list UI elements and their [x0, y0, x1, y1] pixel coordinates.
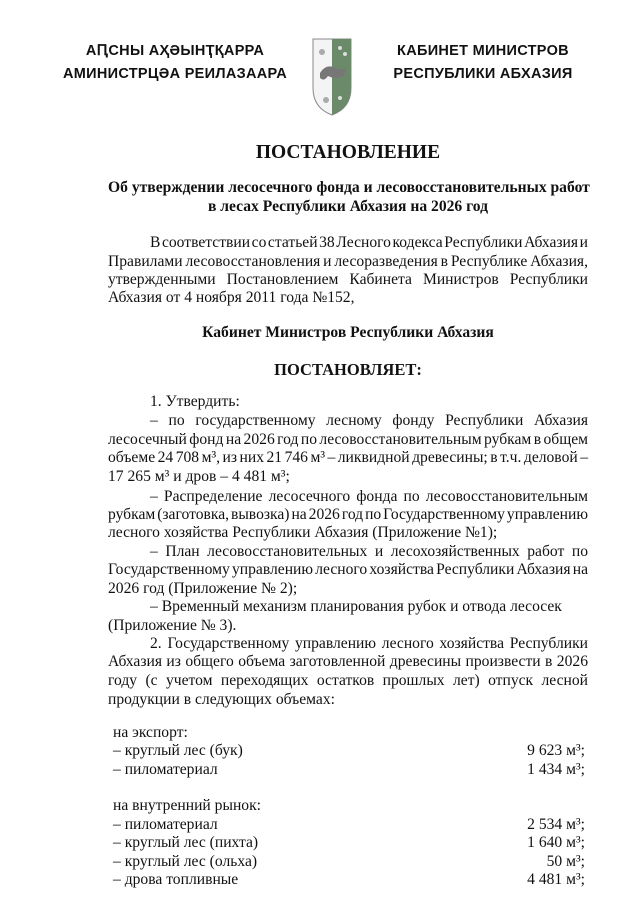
export-item	[113, 742, 585, 760]
preamble-line: Абхазия от 4 ноября 2011 года №152,	[108, 289, 355, 306]
item-name: – дрова топливные	[113, 871, 239, 888]
body-line: лесного хозяйства Республики Абхазия (Приложение №1);	[108, 524, 498, 541]
title-line: в лесах Республики Абхазия на 2026 год	[207, 198, 489, 215]
body-line: – Распределение лесосечного фонда по лесовосстановительным	[150, 488, 588, 505]
section-heading: на внутренний рынок:	[113, 797, 261, 814]
item-value: 1 640 м³;	[527, 834, 585, 851]
body-line: лесосечный фонд на 2026 год по лесовосстановительным рубкам в общем	[108, 431, 588, 448]
header-russian	[358, 40, 608, 86]
body-line: Абхазия из общего объема заготовленной древесины произвести в 2026	[108, 653, 588, 670]
item-name: – пиломатериал	[113, 816, 218, 833]
body-line: – Временный механизм планирования рубок и отвода лесосек	[150, 598, 562, 615]
item-name: – пиломатериал	[113, 761, 218, 778]
body-line: 2026 год (Приложение № 2);	[108, 580, 298, 597]
body-line: (Приложение № 3).	[108, 617, 237, 634]
header-line: АԤСНЫ АҲӘЫНҬҚАРРА	[85, 43, 265, 59]
header-abkhaz	[40, 40, 310, 86]
item-name: – круглый лес (пихта)	[113, 834, 259, 851]
header-line: АМИНИСТРЦӘА РЕИЛАЗААРА	[62, 66, 288, 82]
header-line: КАБИНЕТ МИНИСТРОВ	[397, 43, 569, 59]
export-heading	[113, 724, 585, 742]
item-value: 50 м³;	[546, 853, 585, 870]
export-item	[113, 761, 585, 779]
body-line: рубкам (заготовка, вывозка) на 2026 год по Государственному управлению	[108, 506, 588, 523]
domestic-item	[113, 871, 585, 889]
doc-type: ПОСТАНОВЛЕНИЕ	[255, 142, 441, 163]
header-line: РЕСПУБЛИКИ АБХАЗИЯ	[393, 66, 573, 82]
domestic-item	[113, 816, 585, 834]
section-heading: на экспорт:	[113, 724, 188, 741]
body-line: продукции в следующих объемах:	[108, 691, 335, 708]
item-name: – круглый лес (бук)	[113, 742, 243, 759]
issuer: Кабинет Министров Республики Абхазия	[202, 324, 494, 341]
preamble-line: В соответствии со статьей 38 Лесного кодекса Республики Абхазия и	[150, 234, 588, 251]
body-line: 2. Государственному управлению лесного хозяйства Республики	[150, 635, 588, 652]
body-line: 17 265 м³ и дров – 4 481 м³;	[108, 468, 290, 485]
decree-word: ПОСТАНОВЛЯЕТ:	[274, 360, 422, 379]
body-line: объеме 24 708 м³, из них 21 746 м³ – ликвидной древесины; в т.ч. деловой –	[108, 449, 588, 466]
domestic-heading	[113, 797, 585, 815]
title-line: Об утверждении лесосечного фонда и лесовосстановительных работ	[108, 179, 590, 196]
item-value: 9 623 м³;	[527, 742, 585, 759]
domestic-item	[113, 834, 585, 852]
item-value: 4 481 м³;	[527, 871, 585, 888]
item-value: 2 534 м³;	[527, 816, 585, 833]
coat-of-arms-emblem	[312, 38, 352, 116]
body-line: 1. Утвердить:	[150, 393, 240, 410]
body-line: Государственному управлению лесного хозяйства Республики Абхазия на	[108, 561, 588, 578]
preamble-line: Правилами лесовосстановления и лесоразведения в Республике Абхазия,	[108, 253, 588, 270]
domestic-item	[113, 853, 585, 871]
preamble-line: утвержденными Постановлением Кабинета Министров Республики	[108, 271, 588, 288]
body-line: году (с учетом переходящих остатков прошлых лет) отпуск лесной	[108, 672, 588, 689]
body-line: – по государственному лесному фонду Республики Абхазия	[150, 412, 588, 429]
item-value: 1 434 м³;	[527, 761, 585, 778]
item-name: – круглый лес (ольха)	[113, 853, 258, 870]
body-line: – План лесовосстановительных и лесохозяйственных работ по	[150, 543, 588, 560]
